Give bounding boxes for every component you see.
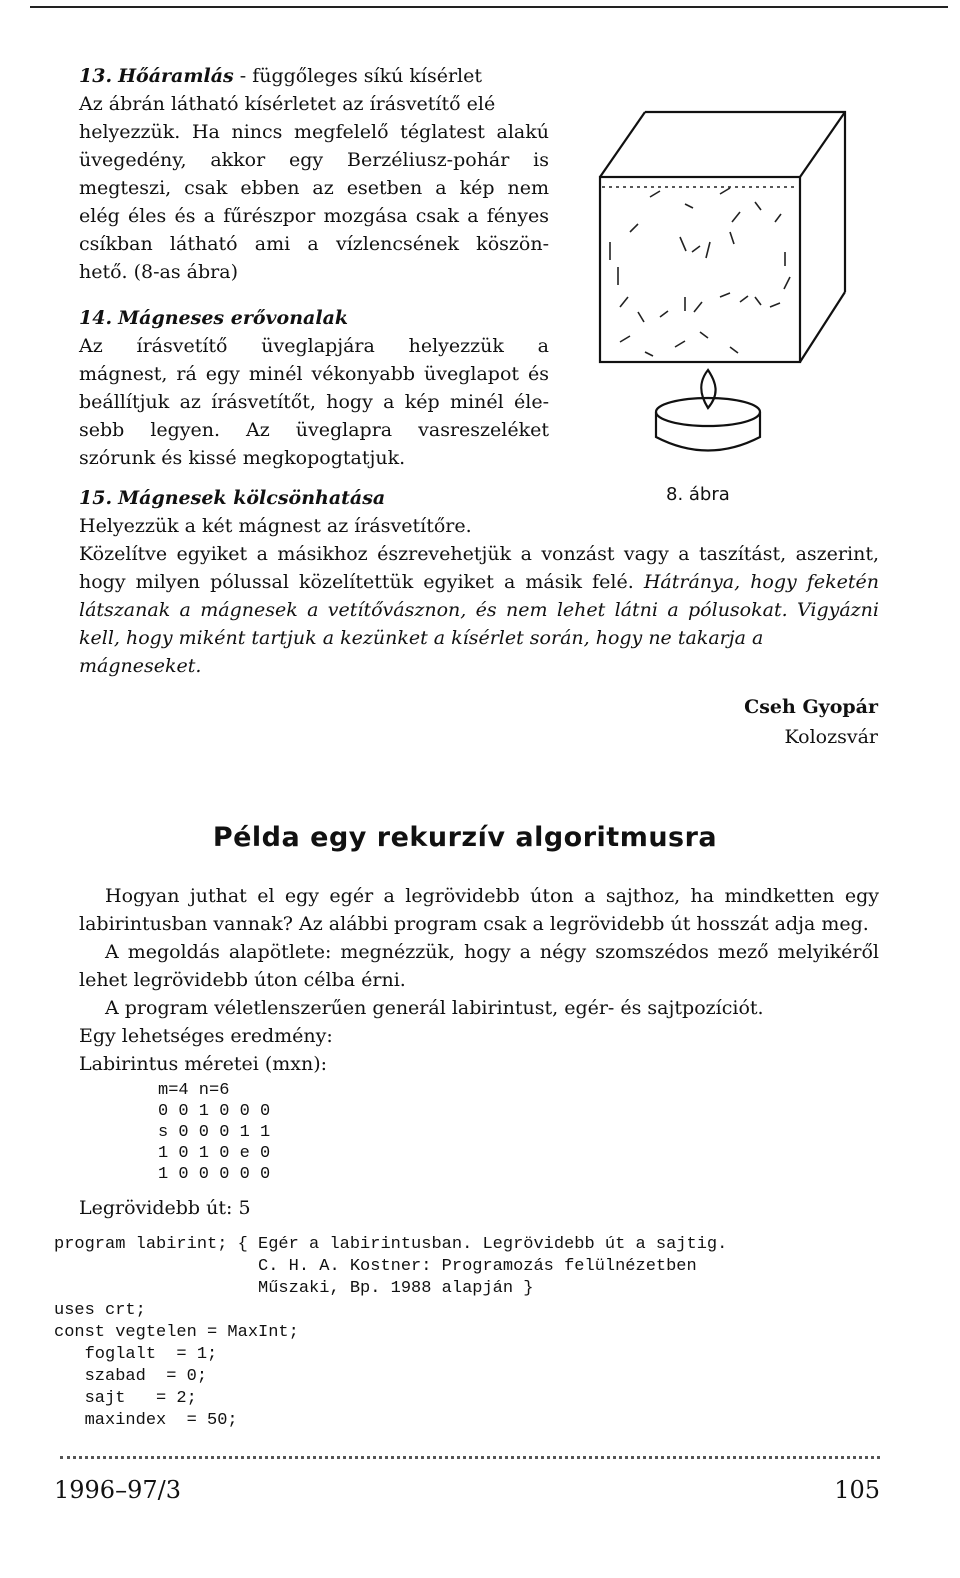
issue-number: 1996–97/3 [54, 1476, 181, 1504]
section-15-line-part: hogy milyen pólussal közelítettük egyiket a másik felé. [79, 571, 644, 593]
page-number: 105 [834, 1476, 880, 1504]
section-15-body [79, 540, 879, 680]
code-line: Műszaki, Bp. 1988 alapján } [54, 1279, 534, 1298]
footer-separator [60, 1456, 880, 1463]
section-15-line: látszanak a mágnesek a vetítővásznon, és nem lehet látni a pólusokat. Vigyázni [79, 599, 879, 621]
section-14-line: szórunk és kissé megkopogtatjuk. [79, 447, 406, 469]
figure-caption: 8. ábra [666, 484, 730, 505]
section-15-line-italic-part: Hátránya, hogy feketén [643, 571, 879, 593]
candle-icon [656, 370, 760, 451]
section-14-line: beállítjuk az írásvetítőt, hogy a kép minél éle- [79, 391, 549, 413]
section-14 [79, 304, 549, 472]
section-15-head [79, 484, 549, 540]
sample-output [158, 1080, 270, 1185]
section-14-line: sebb legyen. Az üveglapra vasreszeléket [79, 419, 549, 441]
section-13-line: Az ábrán látható kísérletet az írásvetítő elé [79, 93, 496, 115]
article-paragraph: Egy lehetséges eredmény: [79, 1025, 333, 1047]
code-line: uses crt; [54, 1301, 146, 1320]
author-city: Kolozsvár [784, 726, 878, 748]
code-line: C. H. A. Kostner: Programozás felülnézetben [54, 1257, 697, 1276]
section-15-heading [79, 484, 549, 512]
figure-8-tank-illustration [590, 92, 880, 472]
section-15-line: Közelítve egyiket a másikhoz észrevehetjük a vonzást vagy a taszítást, aszerint, [79, 543, 879, 565]
section-13-line: hető. (8-as ábra) [79, 261, 238, 283]
code-line: sajt = 2; [54, 1389, 197, 1408]
sample-line: 1 0 0 0 0 0 [158, 1165, 271, 1184]
section-13-line: csíkban látható ami a vízlencsének köszön- [79, 233, 549, 255]
section-15-line: kell, hogy miként tartjuk a kezünket a kísérlet során, hogy ne takarja a mágneseket. [79, 627, 764, 677]
section-13-title: Hőáramlás [118, 65, 234, 87]
section-15-line [79, 568, 879, 596]
section-15-line: Helyezzük a két mágnest az írásvetítőre. [79, 515, 472, 537]
section-15-title: Mágnesek kölcsönhatása [118, 487, 386, 509]
sample-line: s 0 0 0 1 1 [158, 1123, 271, 1142]
sample-line: m=4 n=6 [158, 1081, 230, 1100]
section-15-number: 15. [79, 487, 113, 509]
article-title: Példa egy rekurzív algoritmusra [212, 822, 718, 853]
top-rule [30, 6, 948, 8]
section-14-line: Az írásvetítő üveglapjára helyezzük a [79, 335, 549, 357]
article-paragraph: labirintusban vannak? Az alábbi program csak a legrövidebb út hosszát adja meg. [79, 913, 869, 935]
author-name: Cseh Gyopár [744, 696, 878, 718]
section-13-number: 13. [79, 65, 113, 87]
section-14-line: mágnest, rá egy minél vékonyabb üveglapot és [79, 363, 549, 385]
code-line: szabad = 0; [54, 1367, 208, 1386]
section-13-line: helyezzük. Ha nincs megfelelő téglatest alakú [79, 121, 549, 143]
section-13-title-suffix: - függőleges síkú kísérlet [233, 65, 482, 87]
section-14-heading [79, 304, 549, 332]
section-13-line: elég éles és a fűrészpor mozgása csak a fényes [79, 205, 549, 227]
section-13-heading [79, 62, 549, 90]
code-line: foglalt = 1; [54, 1345, 218, 1364]
article-paragraph: lehet legrövidebb úton célba érni. [79, 969, 406, 991]
article-paragraph: A megoldás alapötlete: megnézzük, hogy a négy szomszédos mező melyikéről [105, 941, 879, 963]
code-line: program labirint; { Egér a labirintusban. Legrövidebb út a sajtig. [54, 1235, 728, 1254]
author-signature [744, 692, 878, 752]
article-paragraph: Hogyan juthat el egy egér a legrövidebb úton a sajthoz, ha mindketten egy [105, 885, 879, 907]
code-line: maxindex = 50; [54, 1411, 238, 1430]
article-body [79, 882, 879, 1078]
code-listing [54, 1234, 727, 1432]
section-14-number: 14. [79, 307, 113, 329]
section-14-title: Mágneses erővonalak [118, 307, 349, 329]
sample-line: 0 0 1 0 0 0 [158, 1102, 271, 1121]
section-13-line: megteszi, csak ebben az esetben a kép nem [79, 177, 549, 199]
article-paragraph: Labirintus méretei (mxn): [79, 1053, 328, 1075]
code-line: const vegtelen = MaxInt; [54, 1323, 299, 1342]
result-line: Legrövidebb út: 5 [79, 1197, 251, 1219]
sample-line: 1 0 1 0 e 0 [158, 1144, 271, 1163]
section-13 [79, 62, 549, 286]
section-13-line: üvegedény, akkor egy Berzéliusz-pohár is [79, 149, 549, 171]
article-paragraph: A program véletlenszerűen generál labirintust, egér- és sajtpozíciót. [105, 997, 764, 1019]
